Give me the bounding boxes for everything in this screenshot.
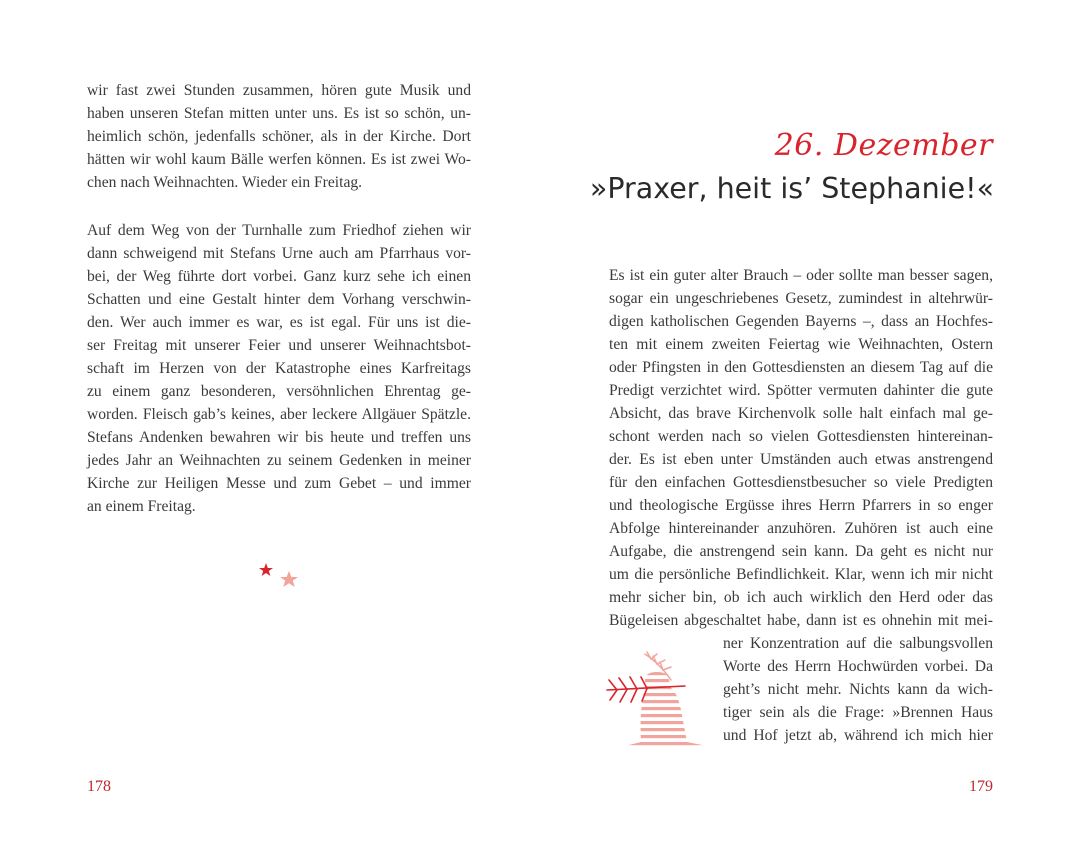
text-line: hätten wir wohl kaum Bälle werfen können. Es ist zwei Wo- bbox=[87, 151, 471, 168]
text-line: dann schweigend mit Stefans Urne auch am Pfarrhaus vor- bbox=[87, 245, 471, 262]
page-number-right: 179 bbox=[969, 778, 993, 795]
text-line: um die persönliche Befindlichkeit. Klar, wenn ich mir nicht bbox=[609, 566, 993, 583]
fir-branch-top bbox=[645, 652, 671, 680]
text-line: Abfolge hintereinander anzuhören. Zuhören ist auch eine bbox=[609, 520, 993, 537]
text-line: Stefans Andenken bewahren wir bis heute und treffen uns bbox=[87, 429, 471, 446]
text-line: zu einem ganz besonderen, versöhnlichen Ehrentag ge- bbox=[87, 383, 471, 400]
pink-star bbox=[280, 571, 298, 587]
text-line: geht’s nicht mehr. Nichts kann da wich- bbox=[723, 681, 993, 698]
text-line: oder Pfingsten in den Gottesdiensten an diesem Tag auf die bbox=[609, 359, 993, 376]
text-line: chen nach Weihnachten. Wieder ein Freitag. bbox=[87, 174, 363, 191]
text-line: Aufgabe, die anstrengend sein kann. Da geht es nicht nur bbox=[609, 543, 993, 560]
text-line: Schatten und eine Gestalt hinter dem Vorhang verschwin- bbox=[87, 291, 471, 308]
red-star bbox=[259, 563, 273, 576]
text-line: der. Es ist eben unter Umständen auch etwas anstrengend bbox=[609, 451, 993, 468]
text-line: ten mit einem zweiten Feiertag wie Weihnachten, Ostern bbox=[609, 336, 993, 353]
text-line: heimlich schön, jedenfalls schöner, als in der Kirche. Dort bbox=[87, 128, 471, 145]
text-line: wir fast zwei Stunden zusammen, hören gute Musik und bbox=[87, 82, 471, 99]
text-line: Bügeleisen abgeschaltet habe, dann ist es ohnehin mit mei- bbox=[609, 612, 993, 629]
text-line: sogar ein ungeschriebenes Gesetz, zumindest in altehrwür- bbox=[609, 290, 993, 307]
chapter-date: 26. Dezember bbox=[774, 128, 993, 163]
text-line: schont werden nach so vielen Gottesdiensten hintereinan- bbox=[609, 428, 993, 445]
page-number-left: 178 bbox=[87, 778, 111, 795]
text-line: Auf dem Weg von der Turnhalle zum Friedhof ziehen wir bbox=[87, 222, 471, 239]
text-line: ser Freitag mit unserer Feier und unserer Weihnachtsbot- bbox=[87, 337, 471, 354]
text-line: ner Konzentration auf die salbungsvollen bbox=[723, 635, 993, 652]
text-line: Es ist ein guter alter Brauch – oder sollte man besser sagen, bbox=[609, 267, 993, 284]
text-line: an einem Freitag. bbox=[87, 498, 196, 515]
text-line: schaft im Herzen von der Katastrophe eines Karfreitags bbox=[87, 360, 471, 377]
text-line: Kirche zur Heiligen Messe und zum Gebet – und immer bbox=[87, 475, 471, 492]
text-line: jedes Jahr an Weihnachten zu seinem Gedenken in meiner bbox=[87, 452, 471, 469]
text-line: für den einfachen Gottesdienstbesucher so viele Predigten bbox=[609, 474, 993, 491]
text-line: Absicht, das brave Kirchenvolk solle halt einfach mal ge- bbox=[609, 405, 993, 422]
text-line: digen katholischen Gegenden Bayerns –, dass an Hochfes- bbox=[609, 313, 993, 330]
text-line: worden. Fleisch gab’s keines, aber leckere Allgäuer Spätzle. bbox=[87, 406, 471, 423]
text-line: haben unseren Stefan mitten unter uns. Es ist so schön, un- bbox=[87, 105, 471, 122]
text-line: Worte des Herrn Hochwürden vorbei. Da bbox=[723, 658, 993, 675]
text-line: den. Wer auch immer es war, es ist egal. Für uns ist die- bbox=[87, 314, 471, 331]
text-line: mehr sicher bin, ob ich auch wirklich den Herd oder das bbox=[609, 589, 993, 606]
chapter-title: »Praxer, heit is’ Stephanie!« bbox=[589, 172, 994, 205]
bell-icon bbox=[605, 650, 715, 760]
text-line: und Hof jetzt ab, während ich mich hier bbox=[723, 727, 993, 744]
text-line: tiger sein als die Frage: »Brennen Haus bbox=[723, 704, 993, 721]
text-line: und theologische Ergüsse ihres Herrn Pfarrers in so enger bbox=[609, 497, 993, 514]
stars-icon bbox=[255, 560, 303, 592]
text-line: bei, der Weg führte dort vorbei. Ganz kurz sehe ich einen bbox=[87, 268, 471, 285]
text-line: Predigt verzichtet wird. Spötter vermuten dahinter die gute bbox=[609, 382, 993, 399]
